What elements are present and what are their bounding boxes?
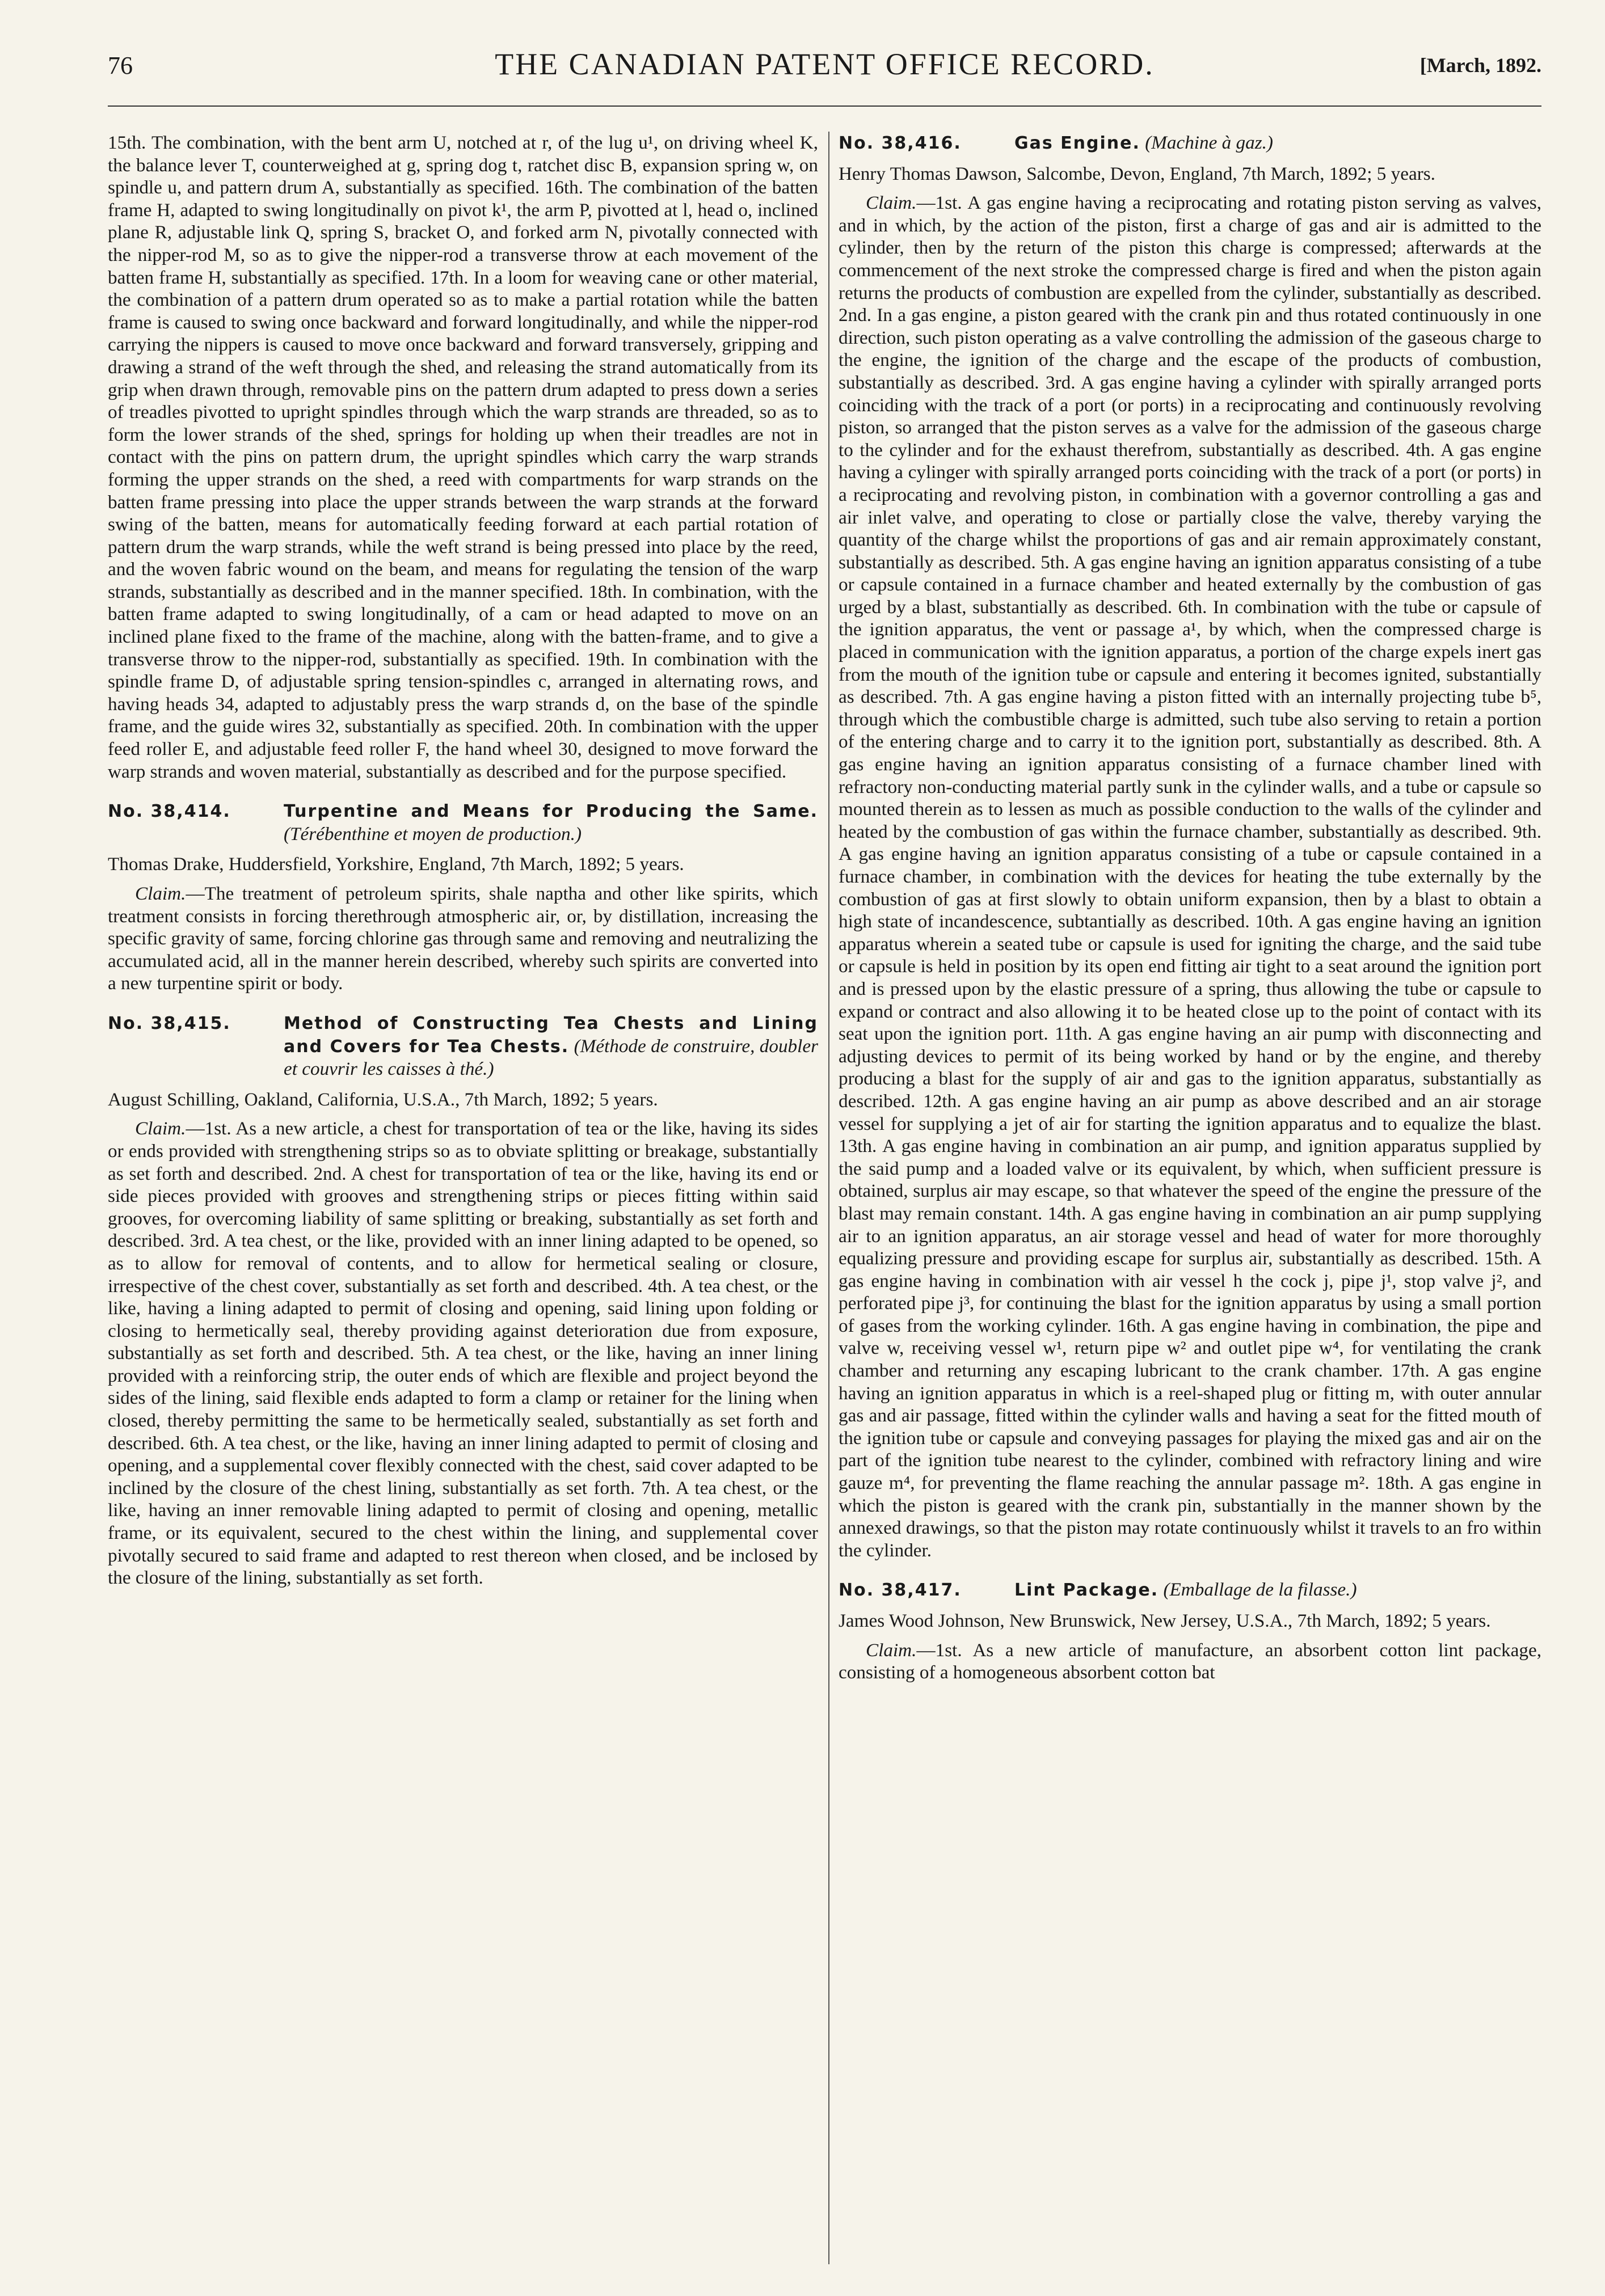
claim-text: —1st. As a new article, a chest for transportation of tea or the like, having its sides or ends provided with strengthening strips so as to obviate splitting or breakage, substantially as set forth and described. 2nd. A chest for transportation of tea or the like, having its end or side pieces provided with grooves and strengthening strips or pieces fitting within said grooves, for overcoming liability of same splitting or breaking, substantially as set forth and described. 3rd. A tea chest, or the like, provided with an inner lining adapted to be opened, so as to allow for removal of contents, and to allow for hermetical sealing or closure, irrespective of the chest cover, substantially as set forth and described. 4th. A tea chest, or the like, having a lining adapted to permit of closing and opening, said lining upon folding or closing to hermetically seal, thereby providing against deterioration due from exposure, substantially as set forth and described. 5th. A tea chest, or the like, having an inner lining provided with a reinforcing strip, the outer ends of which are flexible and project beyond the sides of the lining, said flexible ends adapted to form a clamp or retainer for the lining when closed, thereby permitting the same to be hermetically sealed, substantially as set forth and described. 6th. A tea chest, or the like, having an inner lining adapted to permit of closing and opening, and a supplemental cover flexibly connected with the chest, said cover adapted to be inclined by the closure of the chest lining, substantially as set forth. 7th. A tea chest, or the like, having an inner removable lining adapted to permit of closing and opening, metallic frame, or its equivalent, secured to the chest within the lining, and supplemental cover pivotally secured to said frame and adapted to rest thereon when closed, and be inclosed by the closure of the lining, substantially as set forth. — [108, 1118, 818, 1589]
patent-grantee: Henry Thomas Dawson, Salcombe, Devon, England, 7th March, 1892; 5 years. — [839, 163, 1435, 184]
claim-label: Claim. — [135, 883, 186, 904]
patent-heading — [839, 1578, 1541, 1602]
patent-grantee: James Wood Johnson, New Brunswick, New Jersey, U.S.A., 7th March, 1892; 5 years. — [839, 1610, 1491, 1631]
patent-number: No. 38,416. — [839, 133, 962, 153]
patent-french-title: (Térébenthine et moyen de production.) — [284, 823, 582, 845]
patent-grantee: August Schilling, Oakland, California, U.S.A., 7th March, 1892; 5 years. — [108, 1088, 658, 1110]
patent-title: Turpentine and Means for Producing the Same. — [284, 801, 818, 822]
patent-claim — [839, 1639, 1541, 1684]
patent-grantee: Thomas Drake, Huddersfield, Yorkshire, England, 7th March, 1892; 5 years. — [108, 854, 684, 875]
patent-title: Lint Package. — [1014, 1580, 1159, 1601]
column-divider — [828, 132, 829, 2264]
patent-number: No. 38,415. — [108, 1013, 231, 1033]
publication-title: THE CANADIAN PATENT OFFICE RECORD. — [495, 47, 1155, 81]
header-rule — [108, 105, 1541, 107]
patent-title: Gas Engine. — [1014, 133, 1140, 153]
patent-claim — [108, 883, 818, 995]
patent-heading — [108, 1012, 818, 1081]
continued-claims: 15th. The combination, with the bent arm U, notched at r, of the lug u¹, on driving wheel K, the balance lever T, counterweighed at g, spring dog t, ratchet disc B, expansion spring w, on spindle u, and pattern drum A, substantially as specified. 16th. The combination of the batten frame H, adapted to swing longitudinally on pivot k¹, the arm P, pivotted at l, head o, inclined plane R, adjustable link Q, spring S, bracket O, and forked arm N, pivotally connected with the nipper-rod M, so as to give the nipper-rod a transverse throw at each movement of the batten frame H, substantially as specified. 17th. In a loom for weaving cane or other material, the combination of a pattern drum operated so as to make a partial rotation while the batten frame is caused to swing once backward and forward longitudinally, and while the nipper-rod carrying the nippers is caused to move once backward and forward transversely, gripping and drawing a strand of the weft through the shed, and releasing the strand automatically from its grip when drawn through, removable pins on the pattern drum adapted to press down a series of treadles pivotted to upright spindles through which the warp strands are threaded, so as to form the lower strands of the shed, springs for holding up when their treadles are not in contact with the pins on pattern drum, the upright spindles which carry the warp strands forming the upper strands on the shed, a reed with compartments for warp strands on the batten frame pressing into place the upper strands between the warp strands at the forward swing of the batten, means for automatically feeding forward at each partial rotation of pattern drum the warp strands, while the weft strand is being pressed into place by the reed, and the woven fabric wound on the beam, and means for regulating the tension of the warp strands, substantially as described and in the manner specified. 18th. In combination, with the batten frame adapted to swing longitudinally, of a cam or head adapted to move on an inclined plane fixed to the frame of the machine, along with the batten-frame, and to give a transverse throw to the nipper-rod, substantially as specified. 19th. In combination with the spindle frame D, of adjustable spring tension-spindles c, arranged in alternating rows, and having heads 34, adapted to adjustably press the warp strands d, on the base of the spindle frame, and the guide wires 32, substantially as specified. 20th. In combination with the upper feed roller E, and adjustable feed roller F, the hand wheel 30, designed to move forward the warp strands and woven material, substantially as described and for the purpose specified. — [108, 132, 818, 782]
claim-label: Claim. — [866, 192, 917, 214]
left-column — [108, 132, 818, 2264]
patent-number: No. 38,417. — [839, 1580, 962, 1601]
claim-text: —1st. A gas engine having a reciprocating and rotating piston serving as valves, and in which, by the action of the piston, first a charge of gas and air is admitted to the cylinder, then by the return of the piston this charge is compressed; afterwards at the commencement of the next stroke the compressed charge is fired and when the piston again returns the products of combustion are expelled from the cylinder, substantially as described. 2nd. In a gas engine, a piston geared with the crank pin and thus rotated continuously in one direction, such piston operating as a valve controlling the admission of the gaseous charge to the engine, the ignition of the charge and the escape of the products of combustion, substantially as described. 3rd. A gas engine having a cylinder with spirally arranged ports coinciding with the track of a port (or ports) in a reciprocating and continuously revolving piston, so arranged that the piston serves as a valve for the admission of the gaseous charge to the cylinder and for the exhaust therefrom, substantially as described. 4th. A gas engine having a cylinger with spirally arranged ports coinciding with the track of a port (or ports) in a reciprocating and revolving piston, in combination with a governor controlling a gas and air inlet valve, and operating to close or partially close the valve, thereby varying the quantity of the charge whilst the proportions of gas and air remain approximately constant, substantially as described. 5th. A gas engine having an ignition apparatus consisting of a tube or capsule contained in a furnace chamber and heated externally by the combustion of gas urged by a blast, substantially as described. 6th. In combination with the tube or capsule of the ignition apparatus, the vent or passage a¹, by which, when the compressed charge is placed in communication with the ignition apparatus, a portion of the charge expels inert gas from the mouth of the ignition tube or capsule and entering it becomes ignited, substantially as described. 7th. A gas engine having a piston fitted with an internally projecting tube b⁵, through which the combustible charge is admitted, such tube also serving to retain a portion of the entering charge and to carry it to the ignition port, substantially as described. 8th. A gas engine having an ignition apparatus consisting of a furnace chamber lined with refractory non-conducting material partly sunk in the cylinder walls, and a tube or capsule so mounted therein as to lessen as much as possible conduction to the walls of the cylinder and heated by the combustion of gas within the furnace chamber, substantially as described. 9th. A gas engine having an ignition apparatus consisting of a tube or capsule contained in a furnace chamber, in combination with the devices for heating the tube externally by the combustion of gas at first slowly to obtain uniform expansion, then by a blast to obtain a high state of incandescence, subtantially as described. 10th. A gas engine having an ignition apparatus wherein a seated tube or capsule is used for igniting the charge, and the said tube or capsule is held in position by its open end fitting air tight to a seat around the ignition port and is pressed upon by the elastic pressure of a spring, thus allowing the tube or capsule to expand or contract and also allowing it to be heated close up to the point of contact with its seat upon the ignition port. 11th. A gas engine having an air pump with disconnecting and adjusting devices to permit of its being worked by hand or by the engine, and thereby producing a blast for the supply of air and gas to the ignition apparatus, substantially as described. 12th. A gas engine having an air pump as above described and an air storage vessel for supplying a jet of air for starting the ignition apparatus and to equalize the blast. 13th. A gas engine having in combination an air pump, and ignition apparatus supplied by the said pump and a loaded valve or its equivalent, by which, when sufficient pressure is obtained, surplus air may escape, so that whatever the speed of the engine the pressure of the blast may remain constant. 14th. A gas engine having in combination an air pump supplying air to an ignition apparatus, an air storage vessel and head of water for more thoroughly equalizing pressure and providing escape for surplus air, substantially as described. 15th. A gas engine having in combination with air vessel h the cock j, pipe j¹, stop valve j², and perforated pipe j³, for continuing the blast for the ignition apparatus by using a small portion of gases from the working cylinder. 16th. A gas engine having in combination, the pipe and valve w, receiving vessel w¹, return pipe w² and outlet pipe w⁴, for ventilating the crank chamber and returning any escaping lubricant to the crank chamber. 17th. A gas engine having an ignition apparatus in which is a reel-shaped plug or fitting m, with outer annular gas and air passage, fitted within the cylinder walls and having a seat for the fitted mouth of the ignition tube or capsule and conveying passages for playing the mixed gas and air on the part of the ignition tube nearest to the cylinder, combined with refractory lining and wire gauze m⁴, for preventing the flame reaching the annular passage m². 18th. A gas engine in which the piston is geared with the crank pin, substantially in the manner shown by the annexed drawings, so that the piston may rotate continuously whilst it travels to an fro within the cylinder. — [839, 192, 1541, 1561]
page-number: 76 — [108, 52, 133, 79]
right-column — [839, 132, 1541, 2264]
claim-text: —The treatment of petroleum spirits, shale naptha and other like spirits, which treatment consists in forcing therethrough atmospheric air, or, by distillation, increasing the specific gravity of same, forcing chlorine gas through same and removing and neutralizing the accumulated acid, all in the manner herein described, whereby such spirits are converted into a new turpentine spirit or body. — [108, 883, 818, 994]
page-header — [108, 47, 1541, 92]
patent-french-title: (Machine à gaz.) — [1145, 132, 1273, 153]
patent-french-title: (Emballage de la filasse.) — [1163, 1579, 1357, 1601]
patent-french-title: (Méthode de construire, doubler et couvrir les caisses à thé.) — [284, 1035, 818, 1080]
patent-heading — [839, 132, 1541, 155]
patent-claim — [108, 1117, 818, 1589]
patent-title-block — [284, 1012, 818, 1081]
claim-label: Claim. — [866, 1639, 917, 1661]
patent-number: No. 38,414. — [108, 801, 231, 822]
claim-label: Claim. — [135, 1118, 186, 1139]
claim-text: —1st. As a new article of manufacture, an absorbent cotton lint package, consisting of a homogeneous absorbent cotton bat — [839, 1639, 1541, 1683]
patent-claim — [839, 192, 1541, 1561]
issue-date: [March, 1892. — [1419, 54, 1541, 77]
patent-title-block — [1014, 132, 1541, 155]
patent-title-block — [284, 800, 818, 845]
patent-title: Method of Constructing Tea Chests and Lining and Covers for Tea Chests. — [284, 1013, 818, 1057]
patent-title-block — [1014, 1578, 1541, 1602]
patent-heading — [108, 800, 818, 845]
